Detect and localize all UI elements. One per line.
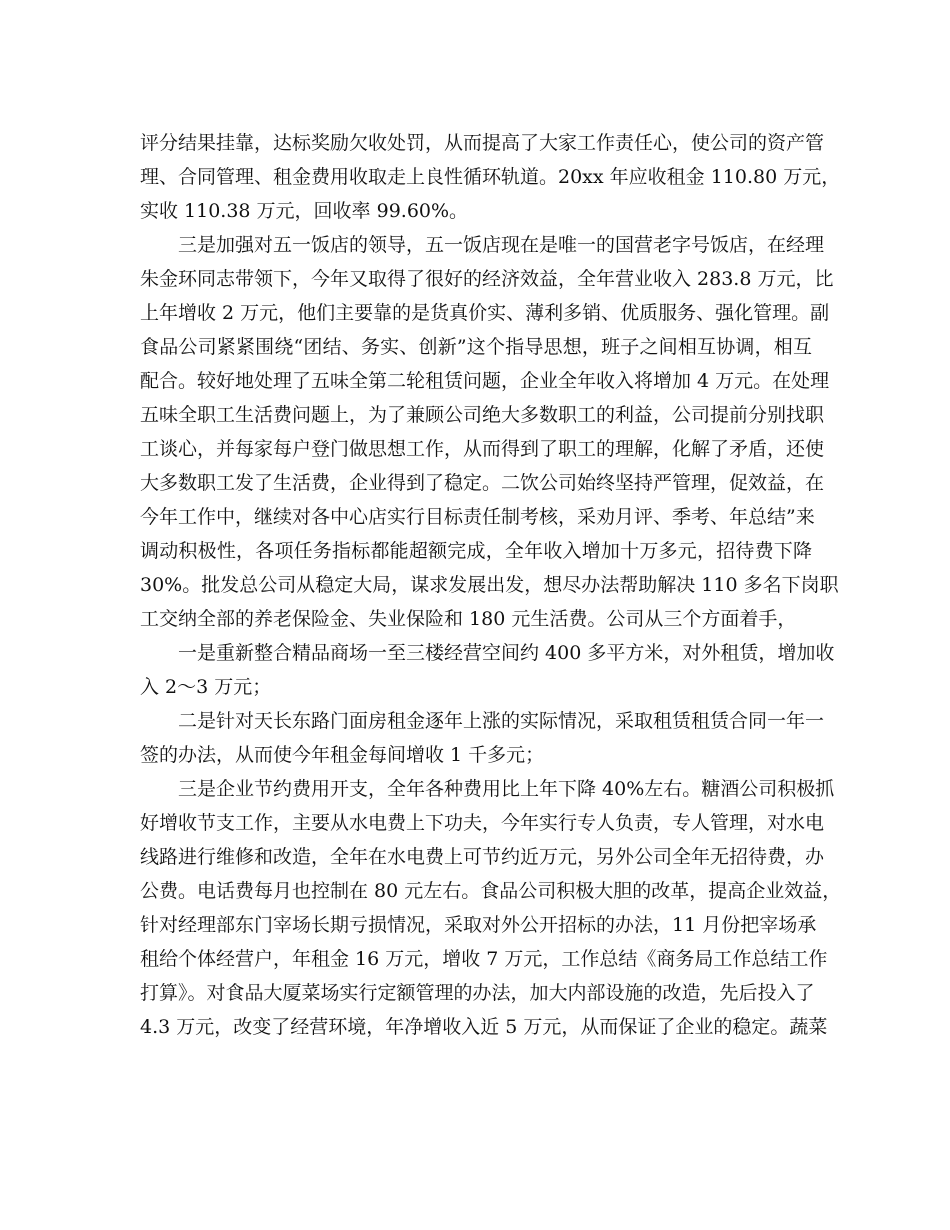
text-line: 食品公司紧紧围绕“团结、务实、创新”这个指导思想，班子之间相互协调，相互 (140, 336, 812, 358)
text-line: 评分结果挂靠，达标奖励欠收处罚，从而提高了大家工作责任心，使公司的资产管 (140, 132, 825, 154)
text-line: 工交纳全部的养老保险金、失业保险和 180 元生活费。公司从三个方面着手， (140, 608, 797, 630)
text-line: 理、合同管理、租金费用收取走上良性循环轨道。20xx 年应收租金 110.80 万元， (140, 166, 841, 188)
text-line: 30%。批发总公司从稳定大局，谋求发展出发，想尽办法帮助解决 110 多名下岗职 (140, 574, 839, 596)
text-line: 配合。较好地处理了五味全第二轮租赁问题，企业全年收入将增加 4 万元。在处理 (140, 370, 830, 392)
text-line: 朱金环同志带领下，今年又取得了很好的经济效益，全年营业收入 283.8 万元，比 (140, 268, 834, 290)
text-line: 线路进行维修和改造，全年在水电费上可节约近万元，另外公司全年无招待费，办 (140, 846, 825, 868)
text-line: 二是针对天长东路门面房租金逐年上涨的实际情况，采取租赁租赁合同一年一 (178, 710, 825, 732)
text-line: 租给个体经营户，年租金 16 万元，增收 7 万元，工作总结《商务局工作总结工作 (140, 948, 828, 970)
text-line: 三是企业节约费用开支，全年各种费用比上年下降 40%左右。糖酒公司积极抓 (178, 778, 835, 800)
document-page (140, 126, 842, 1044)
text-line: 入 2～3 万元； (140, 676, 272, 698)
text-line: 公费。电话费每月也控制在 80 元左右。食品公司积极大胆的改革，提高企业效益， (140, 880, 842, 902)
text-line: 调动积极性，各项任务指标都能超额完成，全年收入增加十万多元，招待费下降 (140, 540, 812, 562)
text-line: 签的办法，从而使今年租金每间增收 1 千多元； (140, 744, 545, 766)
text-line: 一是重新整合精品商场一至三楼经营空间约 400 多平方米，对外租赁，增加收 (178, 642, 835, 664)
text-line: 大多数职工发了生活费，企业得到了稳定。二饮公司始终坚持严管理，促效益，在 (140, 472, 825, 494)
text-line: 4.3 万元，改变了经营环境，年净增收入近 5 万元，从而保证了企业的稳定。蔬菜 (140, 1016, 828, 1038)
text-line: 打算》。对食品大厦菜场实行定额管理的办法，加大内部设施的改造，先后投入了 (140, 982, 815, 1004)
text-line: 好增收节支工作，主要从水电费上下功夫，今年实行专人负责，专人管理，对水电 (140, 812, 825, 834)
text-line: 实收 110.38 万元，回收率 99.60%。 (140, 200, 469, 222)
text-line: 针对经理部东门宰场长期亏损情况，采取对外公开招标的办法，11 月份把宰场承 (140, 914, 817, 936)
text-line: 工谈心，并每家每户登门做思想工作，从而得到了职工的理解，化解了矛盾，还使 (140, 438, 825, 460)
text-line: 三是加强对五一饭店的领导，五一饭店现在是唯一的国营老字号饭店，在经理 (178, 234, 825, 256)
text-line: 今年工作中，继续对各中心店实行目标责任制考核，采劝月评、季考、年总结”来 (140, 506, 815, 528)
text-line: 上年增收 2 万元，他们主要靠的是货真价实、薄利多销、优质服务、强化管理。副 (140, 302, 830, 324)
text-line: 五味全职工生活费问题上，为了兼顾公司绝大多数职工的利益，公司提前分别找职 (140, 404, 825, 426)
